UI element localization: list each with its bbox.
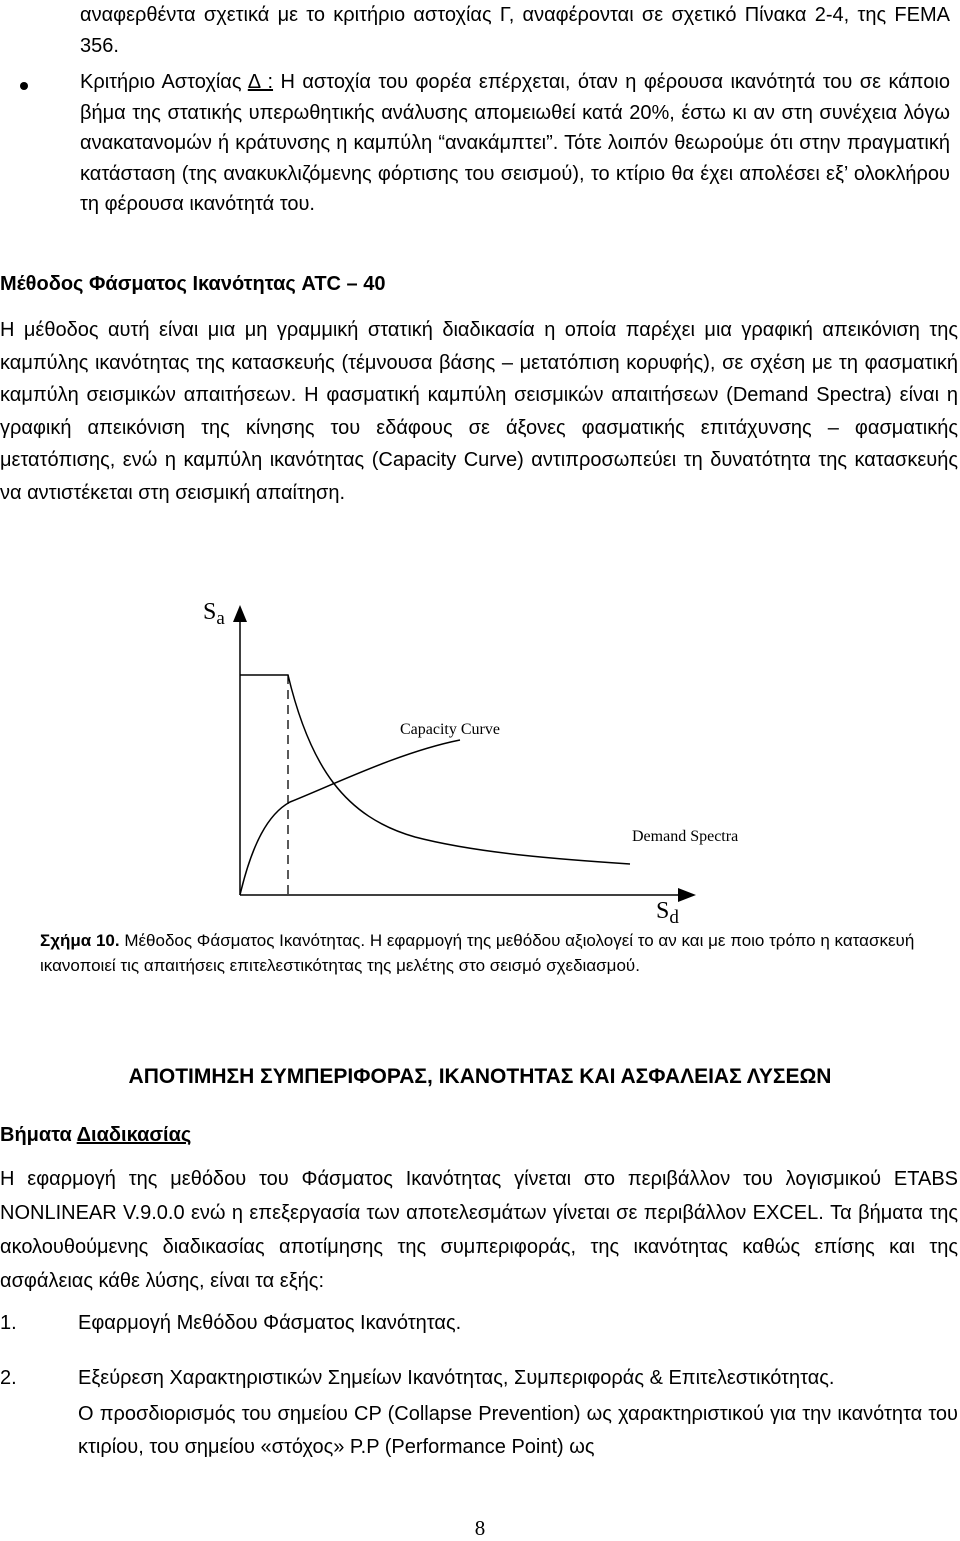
x-axis-label: $S_d$ (656, 898, 679, 928)
list-item-text: Εξεύρεση Χαρακτηριστικών Σημείων Ικανότητας, Συμπεριφοράς & Επιτελεστικότητας. (78, 1367, 835, 1389)
criterion-label-underlined: Δ : (247, 71, 274, 93)
x-axis-arrow (678, 888, 696, 902)
capacity-spectrum-figure (160, 592, 800, 928)
demand-spectra-curve (240, 675, 630, 864)
step2-paragraph: Ο προσδιορισμός του σημείου CP (Collapse Prevention) ως χαρακτηριστικού για την ικανότητα του κτιρίου, του σημείου «στόχος» P.P (Performance Point) ως (78, 1403, 958, 1458)
chapter-title: ΑΠΟΤΙΜΗΣΗ ΣΥΜΠΕΡΙΦΟΡΑΣ, ΙΚΑΝΟΤΗΤΑΣ ΚΑΙ ΑΣΦΑΛΕΙΑΣ ΛΥΣΕΩΝ (128, 1065, 832, 1088)
section-heading-procedure-steps: Βήματα Διαδικασίας (0, 1124, 192, 1146)
capacity-curve-label: Capacity Curve (400, 721, 500, 738)
figure-caption-text: Μέθοδος Φάσματος Ικανότητας. Η εφαρμογή της μεθόδου αξιολογεί το αν και με ποιο τρόπο η κατασκευή ικανοποιεί τις απαιτήσεις επιτελεστικότητας της μελέτης στο σεισμό σχεδιασμού. (40, 931, 915, 975)
page-number: 8 (474, 1516, 486, 1540)
y-axis-arrow (233, 605, 247, 622)
failure-criterion-d-paragraph (80, 67, 950, 220)
criterion-text: Η αστοχία του φορέα επέρχεται, όταν η φέρουσα ικανότητά του σε κάποιο βήμα της στατικής υπερωθητικής ανάλυσης απομειωθεί κατά 20%, έστω κι αν στη συνέχεια λόγω ανακατανομών ή κράτυνσης η καμπύλη “ανακάμπτει”. Τότε λοιπόν θεωρούμε ότι στην πραγματική κατάσταση (της ανακυκλιζόμενης φόρτισης του σεισμού), το κτίριο θα έχει απολέσει εξ’ ολοκλήρου τη φέρουσα ικανότητά του. (80, 71, 950, 215)
capacity-spectrum-paragraph: Η μέθοδος αυτή είναι μια μη γραμμική στατική διαδικασία η οποία παρέχει μια γραφική απεικόνιση της καμπύλης ικανότητας της κατασκευής (τέμνουσα βάσης – μετατόπιση κορυφής), σε σχέση με τη φασματική καμπύλη σεισμικών απαιτήσεων. Η φασματική καμπύλη σεισμικών απαιτήσεων (Demand Spectra) είναι η γραφική απεικόνιση της κίνησης του εδάφους σε άξονες φασματικής επιτάχυνσης – φασματικής μετατόπισης, ενώ η καμπύλη ικανότητας (Capacity Curve) αντιπροσωπεύει τη δυνατότητα της κατασκευής να αντιστέκεται στη σεισμική απαίτηση. (0, 319, 958, 504)
demand-spectra-label: Demand Spectra (632, 828, 739, 845)
criterion-label: Κριτήριο Αστοχίας (80, 71, 248, 93)
section-heading-capacity-spectrum: Μέθοδος Φάσματος Ικανότητας ATC – 40 (0, 273, 386, 295)
bullet-marker (20, 82, 28, 90)
list-item-text: Εφαρμογή Μεθόδου Φάσματος Ικανότητας. (78, 1312, 462, 1334)
y-axis-label: $S_a$ (203, 599, 225, 629)
figure-caption (40, 929, 920, 978)
procedure-paragraph: Η εφαρμογή της μεθόδου του Φάσματος Ικανότητας γίνεται στο περιβάλλον του λογισμικού ETABS NONLINEAR V.9.0.0 ενώ η επεξεργασία των αποτελεσμάτων γίνεται σε περιβάλλον EXCEL. Τα βήματα της ακολουθούμενης διαδικασίας αποτίμησης της συμπεριφοράς, της ικανότητας καθώς επίσης και της ασφάλειας κάθε λύσης, είναι τα εξής: (0, 1168, 958, 1292)
list-item-number: 2. (0, 1367, 17, 1389)
figure-caption-number: Σχήμα 10. (40, 931, 120, 950)
figure-diagram (160, 592, 800, 928)
section-heading-underlined: Διαδικασίας (76, 1124, 192, 1146)
list-item-number: 1. (0, 1312, 17, 1334)
capacity-curve (240, 740, 460, 895)
continuation-paragraph: αναφερθέντα σχετικά με το κριτήριο αστοχίας Γ, αναφέρονται σε σχετικό Πίνακα 2-4, της FEMA 356. (80, 4, 950, 57)
